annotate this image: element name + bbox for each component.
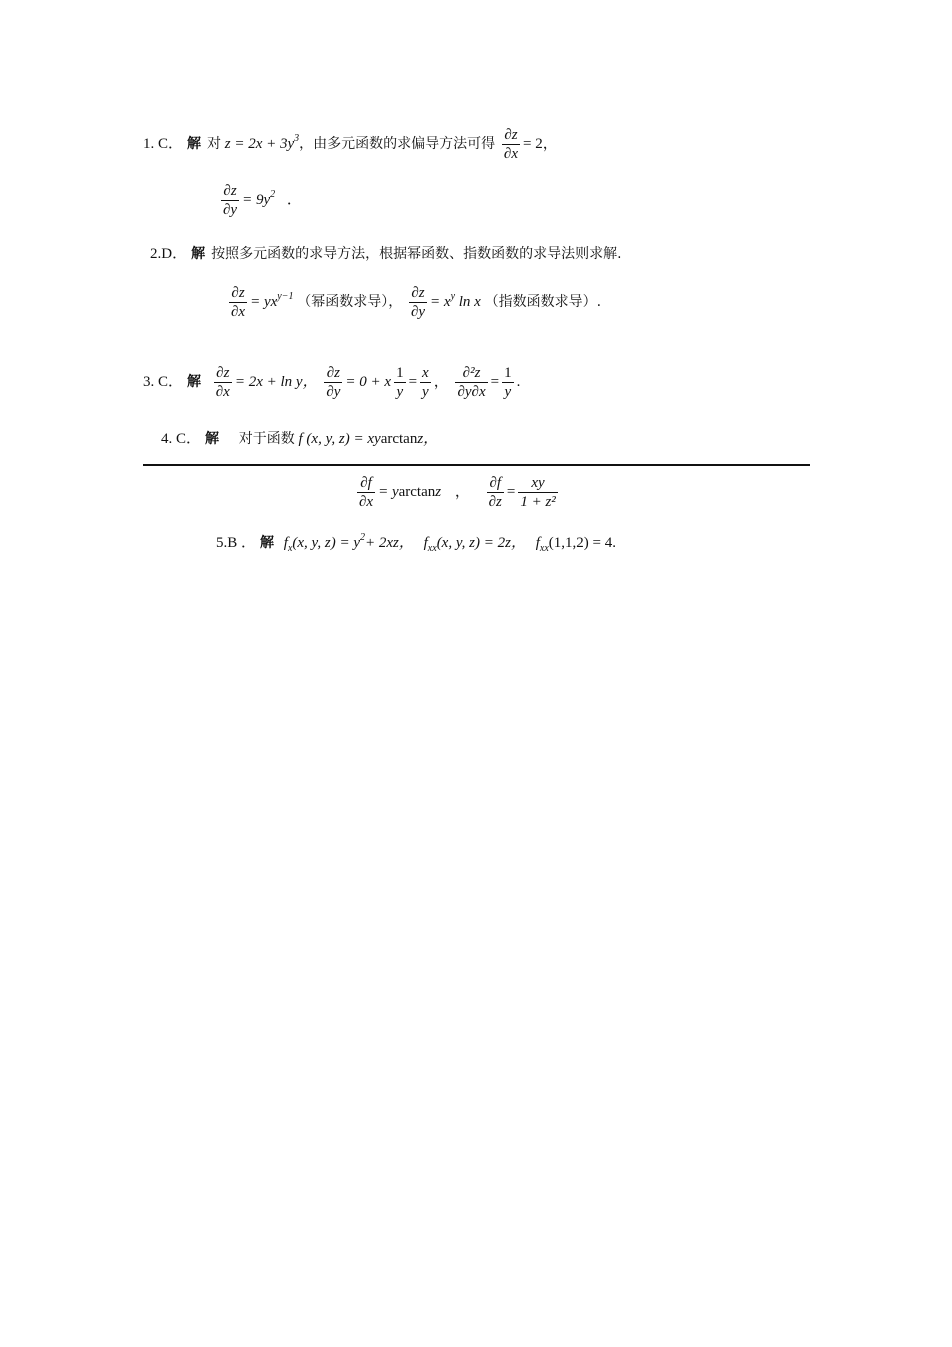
item-3-end-mark: .	[516, 373, 521, 390]
item-3-fraction-dz-dy	[324, 364, 342, 401]
item-5-part-2-rest: (x, y, z) = 2z，	[436, 535, 526, 551]
item-4-line-2	[354, 474, 561, 511]
item-4-text: 对于函数	[238, 431, 295, 447]
item-5-label: 5.B ．	[216, 535, 257, 551]
item-4-solution-mark: 解	[205, 431, 220, 447]
item-3-solution-mark: 解	[187, 373, 202, 390]
item-3-separator: ，	[433, 373, 449, 390]
item-1-text-1: 对	[207, 135, 222, 152]
item-4-fraction-3-den: 1 + z²	[520, 494, 556, 510]
item-2-result-2-exponent: y	[450, 290, 456, 302]
item-3-line	[143, 364, 520, 401]
item-1-line-1	[143, 126, 558, 163]
item-5-part-2-subscript: xx	[427, 543, 437, 554]
item-3-fraction-6-den: y	[504, 384, 512, 400]
item-4-line-1	[161, 429, 438, 449]
item-4-expression-arctan: arctan	[380, 431, 418, 447]
item-2-label: 2.D．	[150, 246, 188, 262]
item-2-result-1-exponent: y−1	[277, 290, 294, 302]
item-1-solution-mark: 解	[187, 135, 202, 152]
item-2-result-2-tail: ln x	[458, 293, 481, 310]
item-1-end-mark: ．	[286, 191, 302, 208]
item-1-result-2: = 9y	[242, 191, 271, 208]
item-5-part-1-exponent: 2	[360, 532, 365, 543]
item-5-solution-mark: 解	[260, 535, 275, 551]
item-4-fraction-df-dx	[357, 474, 375, 511]
item-3-fraction-3-num: 1	[396, 365, 404, 381]
item-3-fraction-dz-dx	[214, 364, 232, 401]
item-5-part-3-subscript: xx	[539, 543, 549, 554]
item-4-fraction-result	[518, 474, 557, 511]
item-3-fraction-1-over-y	[394, 364, 406, 401]
item-3-fraction-2-den: ∂y	[326, 384, 341, 400]
item-4-result-1-arctan: arctan	[398, 483, 436, 500]
item-4-fraction-2-den: ∂z	[488, 494, 502, 510]
item-1-fraction-dz-dy	[221, 182, 239, 219]
item-1-fraction-dz-dx	[502, 126, 520, 163]
item-1-expression: z = 2x + 3y	[224, 135, 295, 152]
item-2-text: 按照多元函数的求导方法，根据幂函数、指数函数的求导法则求解.	[211, 246, 622, 262]
item-3-equals-1: =	[408, 373, 418, 390]
item-2-note-1: （幂函数求导），	[297, 293, 403, 310]
item-5-part-1-subscript: x	[287, 543, 293, 554]
item-2-fraction-1-den: ∂x	[231, 304, 246, 320]
item-3-fraction-5-num: ∂²z	[455, 364, 487, 383]
item-2-fraction-1-num: ∂z	[229, 284, 247, 303]
item-3-fraction-second-derivative	[455, 364, 487, 401]
item-3-fraction-1-over-y-final	[502, 364, 514, 401]
item-4-fraction-df-dz	[487, 474, 504, 511]
item-4-fraction-3-num: xy	[518, 474, 557, 493]
item-3-fraction-4-num: x	[422, 365, 429, 381]
item-3-fraction-5-den: ∂y∂x	[457, 384, 486, 400]
item-1-fraction-2-num: ∂z	[221, 182, 239, 201]
item-4-label: 4. C．	[161, 431, 202, 447]
item-4-fraction-1-den: ∂x	[359, 494, 374, 510]
item-1-fraction-1-num: ∂z	[502, 126, 520, 145]
item-1-fraction-2-den: ∂y	[223, 202, 238, 218]
item-2-result-1: = yx	[250, 293, 278, 310]
item-5-part-1-tail: + 2xz，	[365, 535, 414, 551]
item-4-separator: ，	[454, 483, 470, 500]
item-2-fraction-dz-dy	[409, 284, 427, 321]
item-5-part-2-f: f	[423, 535, 428, 551]
item-3-fraction-1-den: ∂x	[215, 384, 230, 400]
item-1-label: 1. C．	[143, 135, 184, 152]
item-2-line-1	[150, 244, 622, 264]
item-1-expression-exponent: 3	[294, 132, 300, 144]
item-3-fraction-4-den: y	[422, 384, 429, 400]
item-4-fraction-2-num: ∂f	[487, 474, 504, 493]
horizontal-rule	[143, 464, 810, 466]
item-4-expression: f (x, y, z) = xy	[298, 431, 381, 447]
item-2-result-2: = x	[430, 293, 451, 310]
item-1-result-1: = 2，	[523, 135, 558, 152]
item-3-equals-2: =	[490, 373, 500, 390]
item-5-part-3-f: f	[535, 535, 540, 551]
item-1-fraction-1-den: ∂x	[503, 146, 518, 162]
item-2-line-2	[226, 284, 601, 321]
item-2-fraction-dz-dx	[229, 284, 247, 321]
item-3-result-2: = 0 + x	[345, 373, 392, 390]
item-2-solution-mark: 解	[191, 246, 206, 262]
item-5-line	[216, 533, 616, 553]
item-5-part-1-f: f	[283, 535, 288, 551]
item-2-note-2: （指数函数求导）.	[484, 293, 602, 310]
item-3-label: 3. C．	[143, 373, 184, 390]
item-5-part-3-rest: (1,1,2) = 4.	[548, 535, 616, 551]
item-4-equals: =	[506, 483, 516, 500]
item-1-result-2-exponent: 2	[270, 188, 276, 200]
item-3-fraction-2-num: ∂z	[324, 364, 342, 383]
item-1-text-2: ，由多元函数的求偏导方法可得	[299, 135, 496, 152]
item-3-fraction-6-num: 1	[504, 365, 512, 381]
item-2-fraction-2-den: ∂y	[410, 304, 426, 320]
item-3-fraction-x-over-y	[420, 364, 431, 401]
item-3-result-1: = 2x + ln y，	[234, 373, 318, 390]
item-4-fraction-1-num: ∂f	[357, 474, 375, 493]
item-4-expression-z: z，	[417, 431, 439, 447]
item-2-fraction-2-num: ∂z	[409, 284, 427, 303]
item-3-fraction-1-num: ∂z	[214, 364, 232, 383]
item-4-result-1: = y	[378, 483, 399, 500]
item-4-result-1-z: z	[435, 483, 442, 500]
item-1-line-2	[218, 182, 302, 219]
item-5-part-1-rest: (x, y, z) = y	[292, 535, 360, 551]
item-3-fraction-3-den: y	[396, 384, 404, 400]
